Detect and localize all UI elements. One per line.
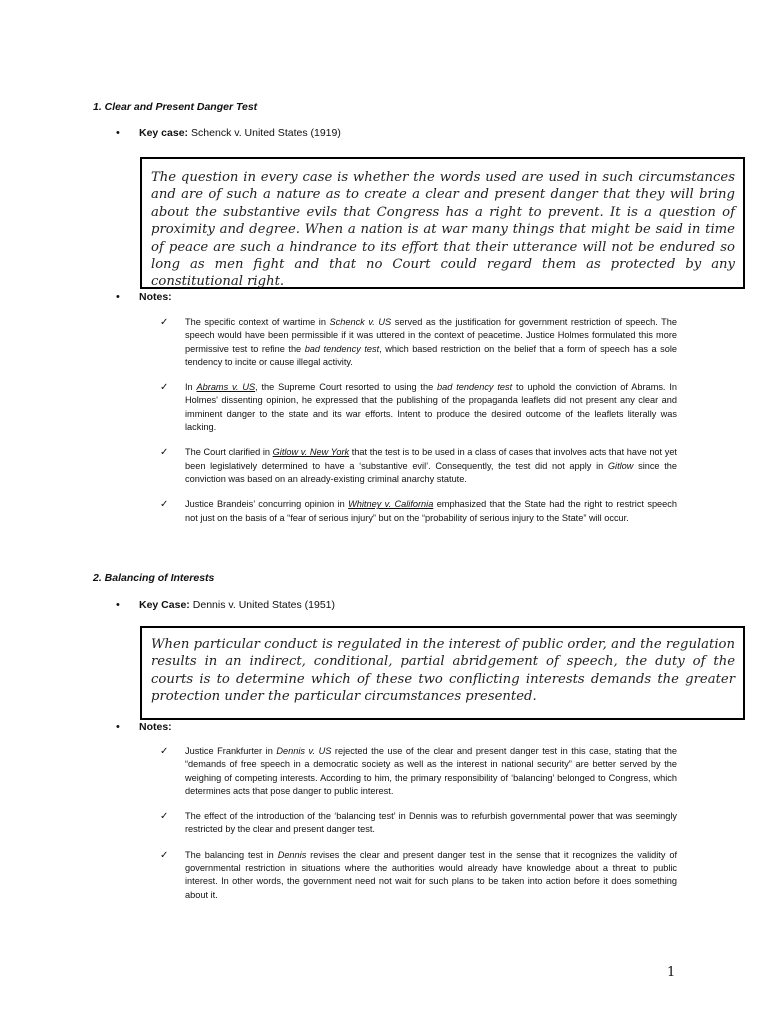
bullet-icon: • bbox=[116, 599, 120, 611]
notes-list bbox=[160, 745, 677, 914]
notes-row bbox=[116, 721, 175, 733]
key-case-row bbox=[116, 599, 335, 611]
bullet-icon: • bbox=[116, 127, 120, 139]
bullet-icon: • bbox=[116, 291, 120, 303]
note-item bbox=[160, 446, 677, 486]
checkmark-icon: ✓ bbox=[160, 746, 169, 757]
checkmark-icon: ✓ bbox=[160, 382, 169, 394]
case-citation: Gitlow v. New York bbox=[272, 447, 350, 458]
key-case-label: Key Case: bbox=[139, 599, 190, 611]
checkmark-icon: ✓ bbox=[160, 811, 169, 823]
case-citation: Schenck v. US bbox=[329, 317, 392, 327]
case-citation: Dennis v. US bbox=[276, 746, 332, 756]
note-text: In Abrams v. US, the Supreme Court resorted to using the bad tendency test to uphold the conviction of Abrams. In Holmes' dissenting opinion, he expressed that the publishing of the propaganda leaflets did not present any clear and imminent danger to the state and its war efforts. Intent to produce the desired outcome of the leaflets literally was lacking. bbox=[185, 382, 677, 433]
page-number: 1 bbox=[667, 965, 676, 980]
quote-text: The question in every case is whether the words used are used in such circumstances and are of such a nature as to create a clear and present danger that they will bring about the substantive evils that Congress has a right to prevent. It is a question of proximity and degree. When a nation is at war many things that might be said in time of peace are such a hindrance to its effort that their utterance will not be endured so long as men fight and that no Court could regard them as protected by any constitutional right. bbox=[151, 170, 735, 290]
notes-list bbox=[160, 316, 677, 537]
case-citation: Abrams v. US bbox=[196, 382, 256, 393]
note-text: The specific context of wartime in Schenck v. US served as the justification for government restriction of speech. The speech would have been permissible if it was uttered in the context of peacetime. Justice Holmes formulated this more permissive test to refine the bad tendency test, which based restriction on the belief that a form of speech has a sole tendency to incite or cause illegal activity. bbox=[185, 317, 677, 367]
note-item bbox=[160, 498, 677, 525]
note-item bbox=[160, 745, 677, 798]
note-text: The balancing test in Dennis revises the clear and present danger test in the sense that it recognizes the validity of governmental restriction in situations where the authorities would already have knowledge about a threat to public interest. In other words, the government need not wait for such plans to be taken into action before it does something about it. bbox=[185, 849, 677, 900]
note-text: The Court clarified in Gitlow v. New York that the test is to be used in a class of cases that involves acts that have not yet been legislatively determined to have a ‘substantive evil’. Consequently, the test did not apply in Gitlow since the conviction was based on an already-existing criminal anarchy statute. bbox=[185, 447, 677, 484]
key-case-label: Key case: bbox=[139, 127, 189, 139]
notes-row bbox=[116, 291, 175, 303]
case-citation: Gitlow bbox=[607, 460, 634, 471]
case-citation: Dennis bbox=[277, 849, 307, 860]
note-item bbox=[160, 849, 677, 902]
note-text: The effect of the introduction of the ‘balancing test’ in Dennis was to refurbish governmental power that was seemingly restricted by the clear and present danger test. bbox=[185, 811, 677, 835]
checkmark-icon: ✓ bbox=[160, 317, 169, 328]
bullet-icon: • bbox=[116, 721, 120, 733]
note-text: Justice Brandeis’ concurring opinion in Whitney v. California emphasized that the State had the right to restrict speech not just on the basis of a “fear of serious injury” but on the “probability of serious injury to the State” will occur. bbox=[185, 499, 677, 523]
case-citation: bad tendency test bbox=[304, 343, 380, 354]
checkmark-icon: ✓ bbox=[160, 499, 169, 511]
note-item bbox=[160, 810, 677, 837]
note-item bbox=[160, 316, 677, 369]
notes-label: Notes: bbox=[139, 291, 172, 303]
note-text: Justice Frankfurter in Dennis v. US rejected the use of the clear and present danger test in this case, stating that the “demands of free speech in a democratic society as well as the interest in national security” are better served by the weighing of competing interests. According to him, the primary responsibility of ‘balancing’ belonged to Congress, which determines acts that pose danger to public interest. bbox=[185, 746, 677, 796]
section-heading-clear-and-present-danger: 1. Clear and Present Danger Test bbox=[93, 101, 258, 113]
checkmark-icon: ✓ bbox=[160, 447, 169, 459]
quote-box bbox=[140, 626, 745, 720]
key-case-row bbox=[116, 127, 341, 139]
key-case-value: Dennis v. United States (1951) bbox=[192, 599, 335, 611]
case-citation: bad tendency test bbox=[437, 382, 513, 393]
note-item bbox=[160, 381, 677, 434]
notes-label: Notes: bbox=[139, 721, 172, 733]
case-citation: Whitney v. California bbox=[348, 499, 434, 510]
quote-box bbox=[140, 157, 745, 289]
key-case-value: Schenck v. United States (1919) bbox=[191, 127, 341, 139]
section-heading-balancing-of-interests: 2. Balancing of Interests bbox=[93, 572, 215, 584]
quote-text: When particular conduct is regulated in the interest of public order, and the regulation results in an indirect, conditional, partial abridgement of speech, the duty of the courts is to determine which of these two conflicting interests demands the greater protection under the particular circumstances presented. bbox=[151, 637, 735, 705]
checkmark-icon: ✓ bbox=[160, 849, 169, 861]
